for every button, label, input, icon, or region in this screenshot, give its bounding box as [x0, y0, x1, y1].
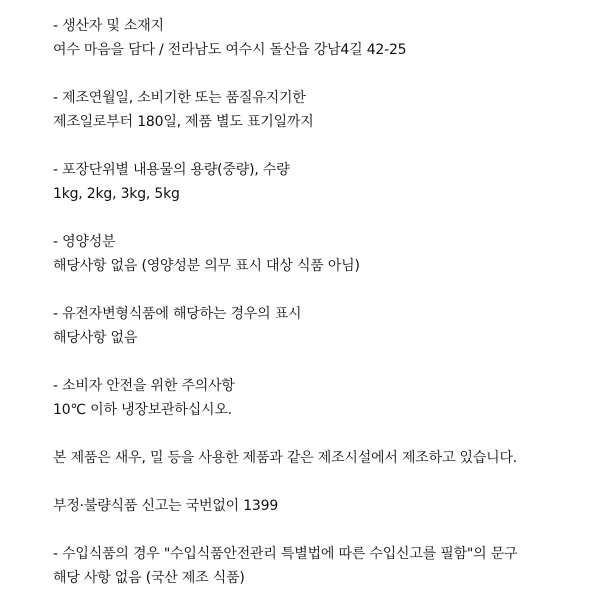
product-info-document — [53, 14, 593, 590]
import-value: 해당 사항 없음 (국산 제조 식품) — [53, 570, 245, 586]
producer-section — [53, 14, 593, 62]
expiry-section — [53, 86, 593, 134]
section-spacer — [53, 422, 593, 446]
gmo-section — [53, 302, 593, 350]
section-spacer — [53, 206, 593, 230]
section-spacer — [53, 518, 593, 542]
section-spacer — [53, 62, 593, 86]
safety-section — [53, 374, 593, 422]
import-section — [53, 542, 593, 590]
safety-label: - 소비자 안전을 위한 주의사항 — [53, 378, 235, 394]
producer-value: 여수 마음을 담다 / 전라남도 여수시 돌산읍 강남4길 42-25 — [53, 42, 407, 58]
expiry-label: - 제조연월일, 소비기한 또는 품질유지기한 — [53, 90, 306, 106]
gmo-label: - 유전자변형식품에 해당하는 경우의 표시 — [53, 306, 302, 322]
section-spacer — [53, 278, 593, 302]
section-spacer — [53, 470, 593, 494]
import-label: - 수입식품의 경우 "수입식품안전관리 특별법에 따른 수입신고를 필함"의 문구 — [53, 546, 518, 562]
nutrition-value: 해당사항 없음 (영양성분 의무 표시 대상 식품 아님) — [53, 258, 360, 274]
nutrition-section — [53, 230, 593, 278]
section-spacer — [53, 350, 593, 374]
nutrition-label: - 영양성분 — [53, 234, 116, 250]
allergy-notice: 본 제품은 새우, 밀 등을 사용한 제품과 같은 제조시설에서 제조하고 있습니다. — [53, 450, 518, 466]
package-section — [53, 158, 593, 206]
report-section — [53, 494, 593, 518]
safety-value: 10℃ 이하 냉장보관하십시오. — [53, 402, 232, 418]
allergy-section — [53, 446, 593, 470]
report-notice: 부정·불량식품 신고는 국번없이 1399 — [53, 498, 279, 514]
section-spacer — [53, 134, 593, 158]
expiry-value: 제조일로부터 180일, 제품 별도 표기일까지 — [53, 114, 314, 130]
package-label: - 포장단위별 내용물의 용량(중량), 수량 — [53, 162, 290, 178]
producer-label: - 생산자 및 소재지 — [53, 18, 164, 34]
gmo-value: 해당사항 없음 — [53, 330, 138, 346]
package-value: 1kg, 2kg, 3kg, 5kg — [53, 186, 180, 202]
